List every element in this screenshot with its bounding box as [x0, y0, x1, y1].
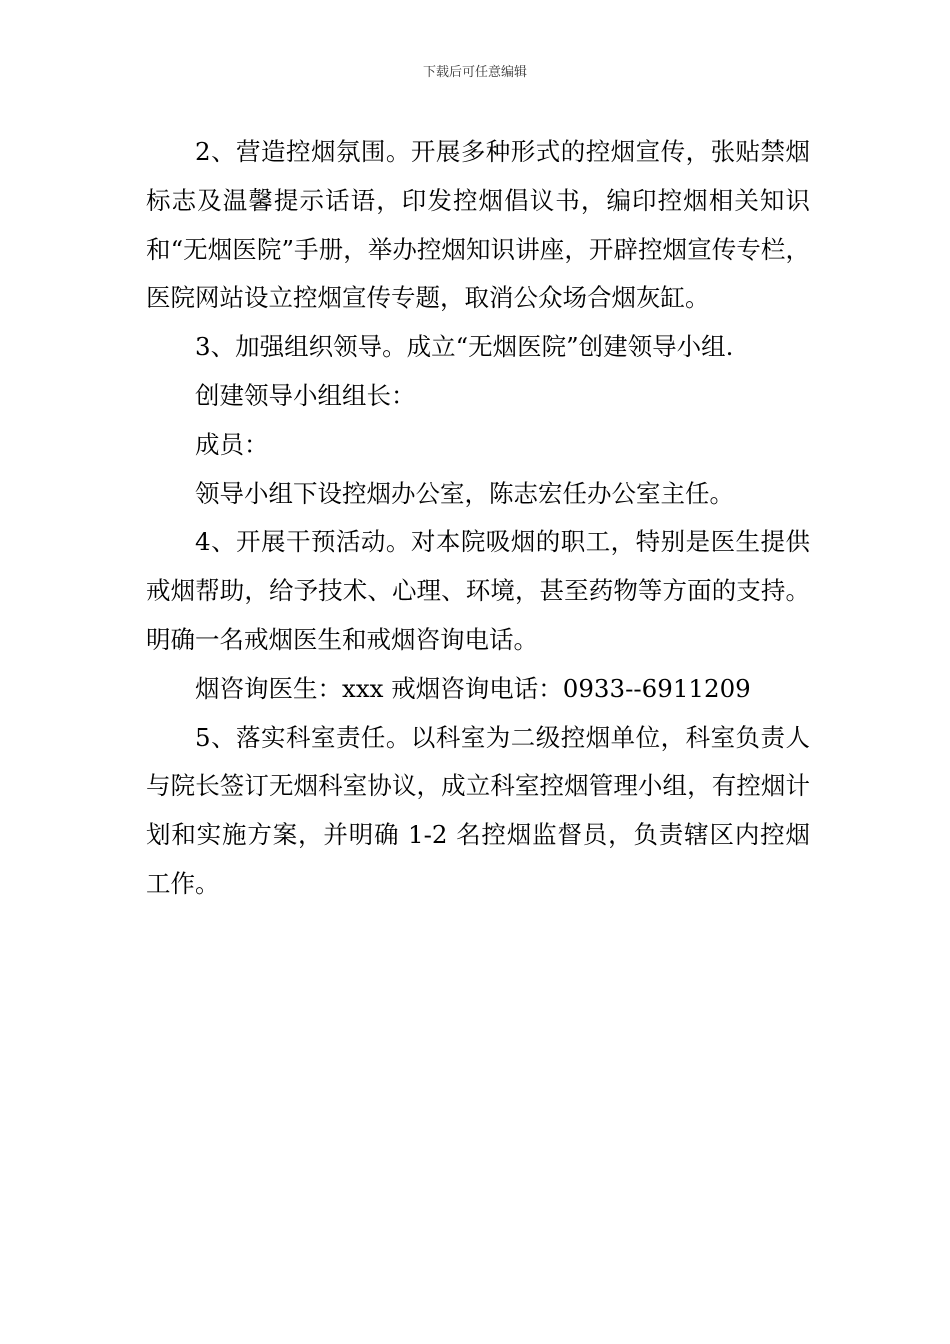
paragraph-item-5: 5、落实科室责任。以科室为二级控烟单位，科室负责人与院长签订无烟科室协议，成立科室控烟管理小组，有控烟计划和实施方案，并明确 1-2 名控烟监督员，负责辖区内控烟工作。 [146, 722, 810, 898]
paragraph-consult-contact: 烟咨询医生：xxx 戒烟咨询电话：0933--6911209 [195, 673, 751, 703]
page-header: 下载后可任意编辑 [422, 65, 527, 80]
paragraph-item-4: 4、开展干预活动。对本院吸烟的职工，特别是医生提供戒烟帮助，给予技术、心理、环境，甚至药物等方面的支持。明确一名戒烟医生和戒烟咨询电话。 [146, 527, 810, 654]
paragraph-item-3: 3、加强组织领导。成立“无烟医院”创建领导小组. [195, 332, 734, 362]
paragraph-office: 领导小组下设控烟办公室，陈志宏任办公室主任。 [195, 478, 734, 508]
document-body [146, 128, 810, 909]
paragraph-group-leader: 创建领导小组组长： [195, 380, 416, 410]
paragraph-members: 成员： [195, 429, 269, 459]
paragraph-item-2: 2、营造控烟氛围。开展多种形式的控烟宣传，张贴禁烟标志及温馨提示话语，印发控烟倡议书，编印控烟相关知识和“无烟医院”手册，举办控烟知识讲座，开辟控烟宣传专栏，医院网站设立控烟宣传专题，取消公众场合烟灰缸。 [146, 137, 810, 313]
